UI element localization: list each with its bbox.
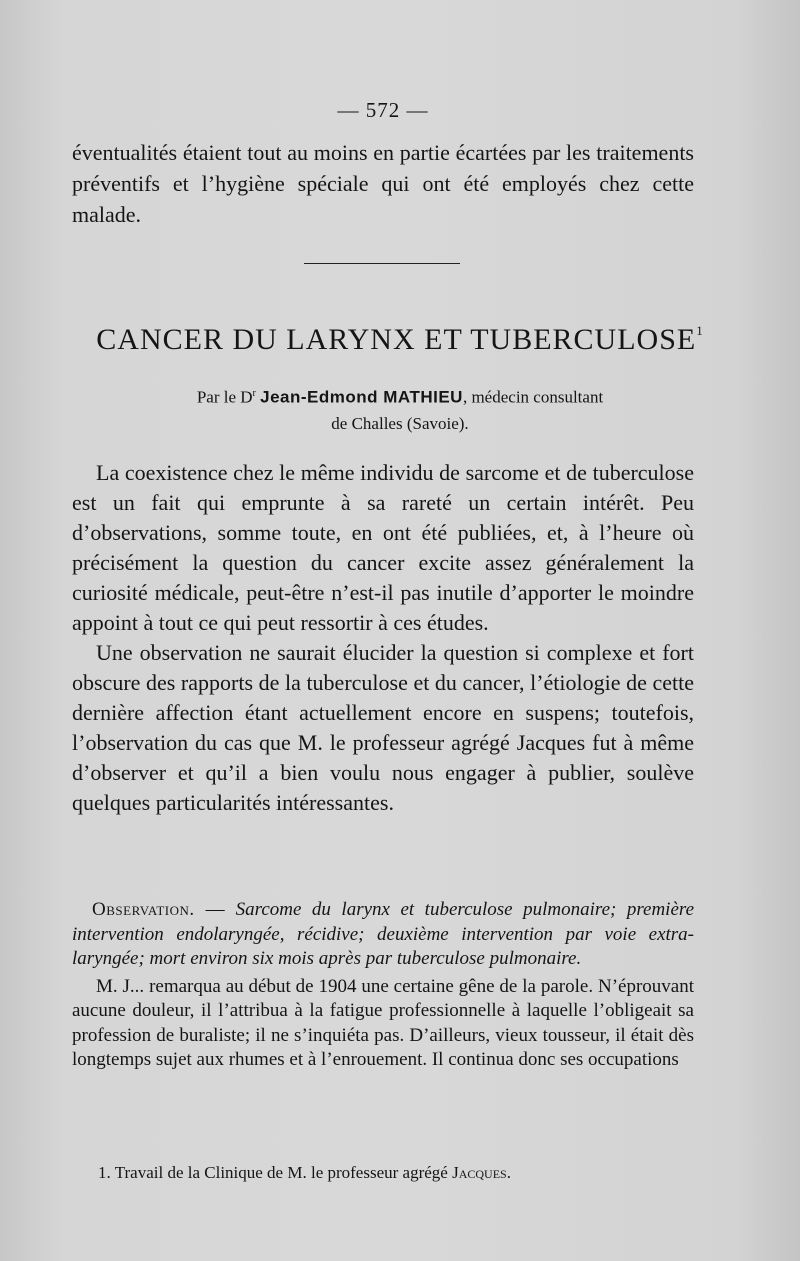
footnote xyxy=(98,1163,698,1183)
observation-heading-text: Sarcome du larynx et tuberculose pulmonaire; première intervention endolaryngée, récidive; deuxième intervention par voie extra-laryngée; mort environ six mois après par tuberculose pulmonaire. xyxy=(72,899,695,969)
observation-heading xyxy=(72,898,694,972)
footnote-number: 1. xyxy=(98,1163,111,1182)
observation-label: Observation. — xyxy=(92,899,226,920)
paragraph-1: La coexistence chez le même individu de sarcome et de tuberculose est un fait qui emprunte à sa rareté un certain intérêt. Peu d’observations, somme toute, en ont été publiées, et, à l’heure où précisément la question du cancer excite assez généralement la curiosité médicale, peut-être n’est-il pas inutile d’apporter le moindre appoint à tout ce qui peut ressortir à ces études. xyxy=(72,460,694,635)
byline-suffix: , médecin consultant xyxy=(462,387,604,407)
byline xyxy=(0,381,800,437)
byline-prefix: Par le D xyxy=(196,387,253,407)
byline-title-sup: r xyxy=(252,388,256,399)
observation-section xyxy=(72,898,694,1073)
footnote-text: Travail de la Clinique de M. le professeur agrégé xyxy=(114,1163,448,1182)
article-body xyxy=(72,458,694,818)
page-number: — 572 — xyxy=(337,98,429,122)
byline-line-2: de Challes (Savoie). xyxy=(331,413,469,433)
byline-line-1 xyxy=(0,381,800,411)
paragraph-2: Une observation ne saurait élucider la question si complexe et fort obscure des rapports de la tuberculose et du cancer, l’étiologie de cette dernière affection étant actuellement encore en suspens; toutefois, l’observation du cas que M. le professeur agrégé Jacques fut à même d’observer et qu’il a bien voulu nous engager à publier, soulève quelques particularités intéressantes. xyxy=(72,640,694,815)
observation-text: M. J... remarqua au début de 1904 une certaine gêne de la parole. N’éprouvant aucune douleur, il l’attribua à la fatigue professionnelle à laquelle l’obligeait sa profession de buraliste; il ne s’inquiéta pas. D’ailleurs, vieux tousseur, il était dès longtemps sujet aux rhumes et à l’enrouement. Il continua donc ses occupations xyxy=(72,975,694,1070)
footnote-name: Jacques. xyxy=(452,1163,511,1182)
title-footnote-marker: 1 xyxy=(696,323,704,338)
article-title xyxy=(0,323,800,357)
section-divider xyxy=(304,263,460,264)
article-title-text: CANCER DU LARYNX ET TUBERCULOSE xyxy=(96,323,697,356)
author-name: Jean-Edmond MATHIEU xyxy=(260,387,463,407)
intro-paragraph: éventualités étaient tout au moins en partie écartées par les traitements préventifs et l’hygiène spéciale qui ont été employés chez cette malade. xyxy=(72,140,694,227)
